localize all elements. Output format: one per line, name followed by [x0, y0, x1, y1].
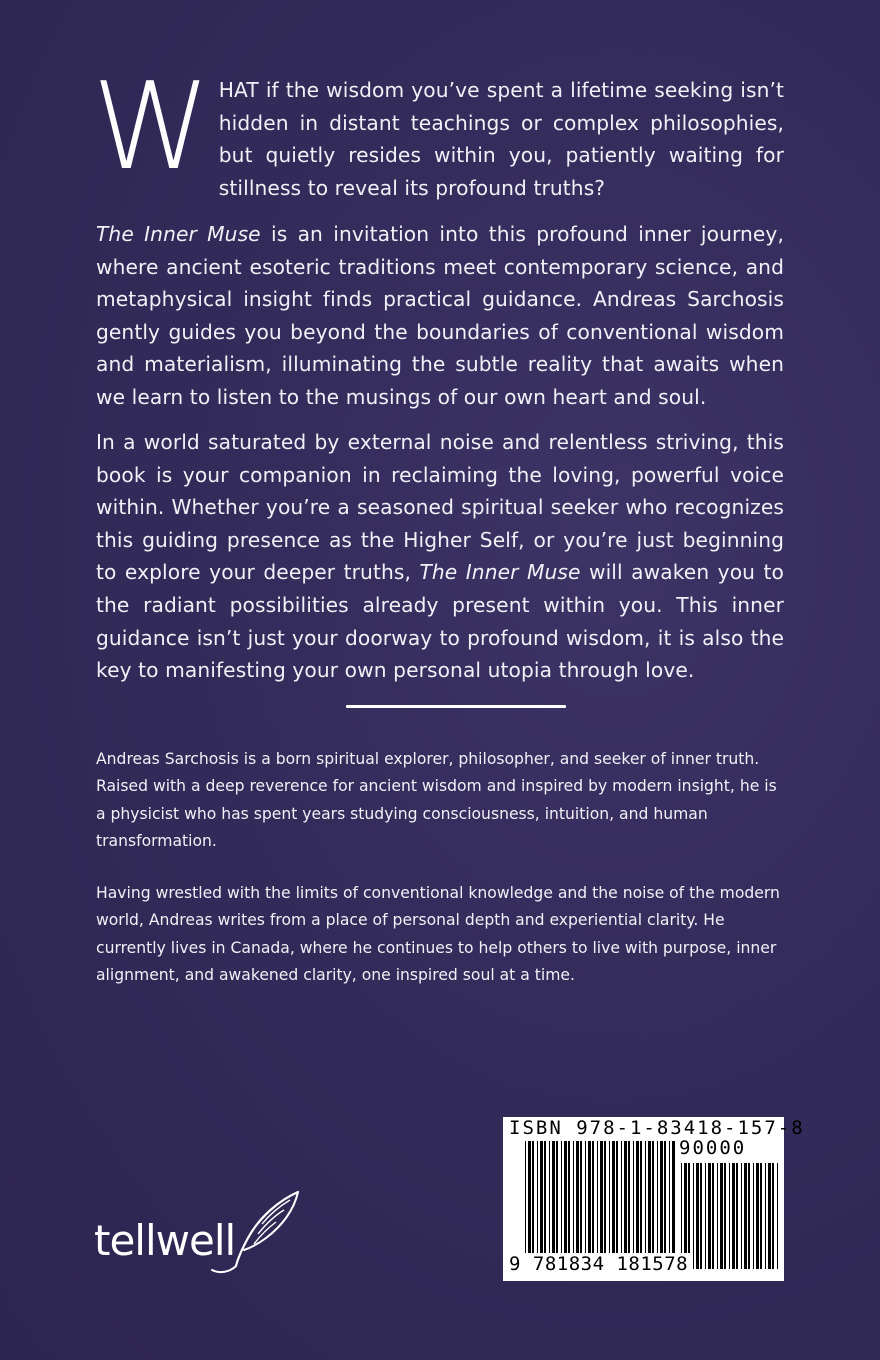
barcode-bar [760, 1163, 762, 1269]
barcode-bar [588, 1141, 591, 1269]
barcode-bar [573, 1141, 574, 1269]
isbn-addon-code: 90000 [679, 1137, 747, 1159]
barcode-bar [585, 1141, 586, 1269]
barcode-bar [616, 1141, 618, 1269]
barcode-bar [612, 1141, 615, 1269]
barcode-bar [772, 1163, 774, 1269]
barcode-bar [624, 1141, 627, 1269]
barcode-bar [568, 1141, 570, 1269]
barcode-bar [777, 1163, 778, 1269]
quill-icon [210, 1186, 306, 1282]
barcode-bar [532, 1141, 534, 1269]
drop-cap: W [92, 58, 211, 197]
barcode-bar [741, 1163, 742, 1269]
author-bio-paragraph-2 [96, 880, 786, 990]
blurb-paragraph-3 [96, 426, 784, 687]
blurb-paragraph-1 [92, 58, 784, 204]
barcode-bar [561, 1141, 562, 1269]
barcode-bar [549, 1141, 550, 1269]
barcode-bar [700, 1163, 702, 1269]
barcode-bar [669, 1141, 670, 1269]
barcode-bar [564, 1141, 567, 1269]
barcode-bar [556, 1141, 558, 1269]
barcode-bar [765, 1163, 766, 1269]
barcode-bar [724, 1163, 726, 1269]
barcode-bar [652, 1141, 654, 1269]
barcode-bar [705, 1163, 706, 1269]
barcode-bar [657, 1141, 658, 1269]
barcode-bar [660, 1141, 663, 1269]
barcode-bar [544, 1141, 546, 1269]
publisher-name: tellwell [94, 1216, 236, 1265]
book-title: The Inner Muse [419, 560, 581, 585]
barcode-bar [717, 1163, 718, 1269]
barcode-bar [696, 1163, 699, 1269]
blurb-paragraph-2-text: is an invitation into this profound inner journey, where ancient esoteric traditions meet contemporary science, and metaphysical insight finds practical guidance. Andreas Sarchosis gently guides you beyond the boundaries of conventional wisdom and materialism, illuminating the subtle reality that awaits when we learn to listen to the musings of our own heart and soul. [96, 222, 784, 409]
barcode-bar [645, 1141, 646, 1269]
barcode-bar [600, 1141, 603, 1269]
barcode-bar [672, 1141, 675, 1269]
barcode-bar [748, 1163, 750, 1269]
barcode-bar [628, 1141, 630, 1269]
book-title: The Inner Muse [96, 222, 261, 246]
barcode-bar [621, 1141, 622, 1269]
barcode-bar [552, 1141, 555, 1269]
barcode-bar [768, 1163, 771, 1269]
publisher-logo [94, 1186, 304, 1282]
author-bio-paragraph-1 [96, 746, 786, 856]
barcode-bar [576, 1141, 579, 1269]
barcode-bar [720, 1163, 723, 1269]
barcode-bar [633, 1141, 634, 1269]
barcode-bar [580, 1141, 582, 1269]
barcode-bar [664, 1141, 666, 1269]
barcode-bar [597, 1141, 598, 1269]
barcode-bar [609, 1141, 610, 1269]
barcode-bar [540, 1141, 543, 1269]
ean-digits: 9 781834 181578 [509, 1253, 689, 1275]
author-bio-text-1: Andreas Sarchosis is a born spiritual explorer, philosopher, and seeker of inner truth. Raised with a deep reverence for ancient wisdom and inspired by modern insight, he is a physicist who has spent years studying consciousness, intuition, and human transformation. [96, 750, 777, 851]
barcode-bar [528, 1141, 531, 1269]
barcode-bar [756, 1163, 759, 1269]
blurb-paragraph-3-text-a: In a world saturated by external noise and relentless striving, this book is your companion in reclaiming the loving, powerful voice within. Whether you’re a seasoned spiritual seeker who recognizes this guiding presence as the Higher Self, or you’re just beginning to explore your deeper truths, [96, 430, 784, 585]
barcode-bar [732, 1163, 735, 1269]
blurb-paragraph-1-text: HAT if the wisdom you’ve spent a lifetime seeking isn’t hidden in distant teachings or complex philosophies, but quietly resides within you, patiently waiting for stillness to reveal its profound truths? [218, 78, 784, 200]
barcode-bar [744, 1163, 747, 1269]
blurb-paragraph-2 [96, 218, 784, 414]
author-bio-text-2: Having wrestled with the limits of conventional knowledge and the noise of the modern world, Andreas writes from a place of personal depth and experiential clarity. He currently lives in Canada, where he continues to help others to live with purpose, inner alignment, and awakened clarity, one inspired soul at a time. [96, 884, 780, 985]
barcode-bar [712, 1163, 714, 1269]
barcode-bar [648, 1141, 651, 1269]
barcode-bar [636, 1141, 639, 1269]
isbn-label: ISBN 978-1-83418-157-8 [509, 1117, 805, 1139]
barcode-bar [753, 1163, 754, 1269]
section-divider [346, 705, 566, 708]
barcode-bar [640, 1141, 642, 1269]
barcode-bar [525, 1141, 526, 1269]
isbn-barcode [503, 1117, 805, 1281]
barcode-bar [729, 1163, 730, 1269]
barcode-bar [604, 1141, 606, 1269]
barcode-bar [592, 1141, 594, 1269]
blurb-paragraph-3-text-b: will awaken you to the radiant possibilities already present within you. This inner guidance isn’t just your doorway to profound wisdom, it is also the key to manifesting your own personal utopia through love. [96, 560, 784, 683]
barcode-bar [736, 1163, 738, 1269]
barcode-bar [537, 1141, 538, 1269]
barcode-bar [708, 1163, 711, 1269]
barcode-bar [693, 1163, 694, 1269]
